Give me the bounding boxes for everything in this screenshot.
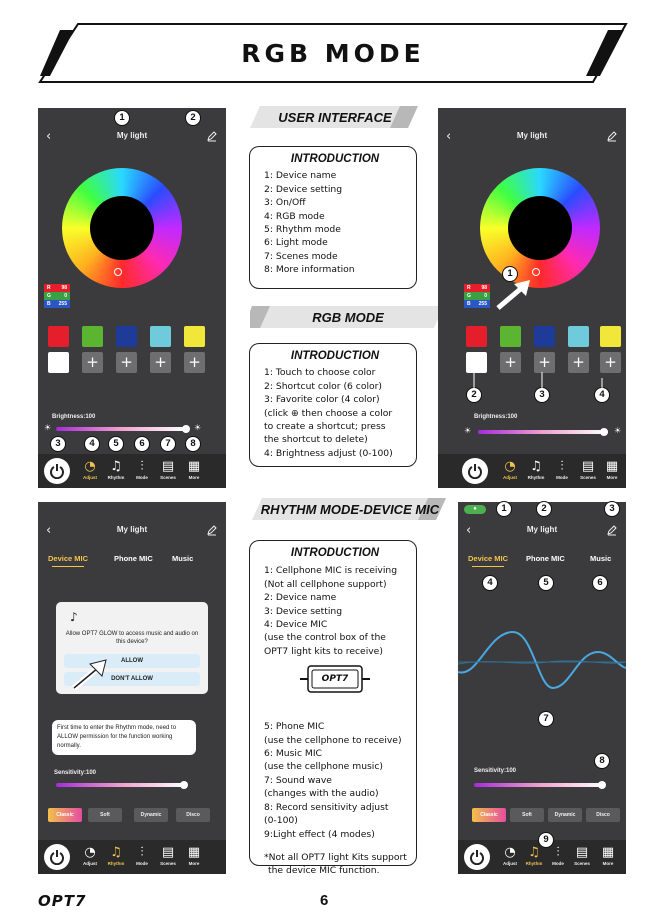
control-box-illustration — [300, 660, 370, 698]
intro-line: 8: Record sensitivity adjust — [264, 801, 389, 813]
nav-more[interactable] — [600, 459, 624, 480]
music-note-icon: ♫ — [530, 459, 542, 474]
tab-device-mic[interactable]: Device MIC — [468, 554, 509, 563]
callout-badge: 5 — [538, 575, 554, 591]
phone-screen-rhythm-permission — [38, 502, 226, 874]
sensitivity-slider-knob[interactable] — [598, 781, 606, 789]
grid-icon: ▦ — [187, 845, 201, 860]
title-banner — [38, 22, 628, 84]
color-wheel[interactable] — [62, 168, 182, 288]
permission-hint: First time to enter the Rhythm mode, need to ALLOW permission for the function working normally. — [52, 720, 196, 755]
sound-wave — [458, 622, 626, 702]
nav-rhythm[interactable] — [104, 459, 128, 480]
palette-icon: ◔ — [504, 845, 516, 860]
rgb-readout — [44, 284, 70, 308]
intro-line: 1: Cellphone MIC is receiving — [264, 565, 398, 577]
rgb-g-label: G — [47, 293, 51, 299]
intro-line: 2: Device setting — [264, 183, 343, 195]
intro-line: 5: Phone MIC — [264, 721, 325, 733]
mode-dynamic[interactable]: Dynamic — [134, 808, 168, 822]
nav-adjust[interactable] — [498, 459, 522, 480]
tab-music[interactable]: Music — [590, 554, 612, 563]
add-favorite-button[interactable]: + — [534, 352, 555, 373]
brightness-label: Brightness:100 — [474, 414, 518, 420]
nav-label: Adjust — [503, 475, 517, 480]
sensitivity-slider[interactable] — [56, 783, 186, 787]
mode-dynamic[interactable]: Dynamic — [548, 808, 582, 822]
power-icon — [467, 463, 483, 479]
grid-icon: ▦ — [187, 459, 201, 474]
color-wheel-center — [508, 196, 572, 260]
callout-leader-lines — [472, 372, 612, 392]
rgb-b-value: 255 — [58, 301, 67, 307]
music-note-icon: ♪ — [70, 610, 78, 624]
grid-icon: ▦ — [601, 845, 615, 860]
nav-label: More — [188, 861, 200, 866]
sliders-icon: ⫶ — [560, 459, 564, 474]
rgb-g-label: G — [467, 293, 471, 299]
intro-line: 3: Device setting — [264, 605, 343, 617]
tab-music[interactable]: Music — [172, 554, 194, 563]
allow-button[interactable]: ALLOW — [64, 654, 200, 668]
bottom-nav — [38, 454, 226, 488]
rgb-r-label: R — [47, 285, 51, 291]
sliders-icon: ⫶ — [140, 459, 144, 474]
nav-label: More — [188, 475, 200, 480]
callout-badge: 7 — [160, 436, 176, 452]
edit-icon[interactable] — [606, 130, 618, 142]
intro-line: 1: Device name — [264, 170, 337, 182]
intro-line: 6: Light mode — [264, 237, 328, 249]
nav-adjust[interactable] — [78, 459, 102, 480]
add-favorite-button[interactable]: + — [568, 352, 589, 373]
section-label-text: RHYTHM MODE-DEVICE MIC — [260, 501, 440, 517]
intro-footnote: the device MIC function. — [268, 865, 380, 877]
add-favorite-button[interactable]: + — [150, 352, 171, 373]
intro-line: 2: Shortcut color (6 color) — [264, 380, 383, 392]
power-icon — [49, 463, 65, 479]
nav-adjust[interactable] — [78, 845, 102, 866]
brightness-slider-knob[interactable] — [182, 425, 190, 433]
color-picker-knob[interactable] — [532, 268, 540, 276]
nav-label: Scenes — [574, 861, 590, 866]
page-number: 6 — [320, 892, 329, 909]
intro-line: the shortcut to delete) — [264, 434, 368, 446]
shortcut-color[interactable] — [82, 326, 103, 347]
callout-badge: 6 — [592, 575, 608, 591]
nav-label: Rhythm — [525, 861, 543, 866]
nav-mode[interactable] — [130, 845, 154, 866]
callout-badge: 8 — [594, 753, 610, 769]
section-rgb-mode — [250, 304, 446, 330]
shortcut-color[interactable] — [116, 326, 137, 347]
pointer-arrow — [494, 278, 534, 312]
nav-label: More — [602, 861, 614, 866]
power-button[interactable] — [464, 844, 490, 870]
brightness-high-icon: ☀ — [194, 423, 202, 432]
clapperboard-icon: ▤ — [581, 459, 595, 474]
section-label-text: RGB MODE — [312, 309, 384, 325]
device-name: My light — [116, 131, 148, 140]
callout-badge: 1 — [502, 266, 518, 282]
add-favorite-button[interactable]: + — [82, 352, 103, 373]
nav-mode[interactable] — [546, 845, 570, 866]
nav-scenes[interactable] — [156, 459, 180, 480]
sliders-icon: ⫶ — [140, 845, 144, 860]
brightness-high-icon: ☀ — [614, 426, 622, 435]
mode-classic[interactable]: Classic — [472, 808, 506, 822]
add-favorite-button[interactable]: + — [184, 352, 205, 373]
music-note-icon: ♫ — [110, 845, 122, 860]
callout-badge: 1 — [496, 501, 512, 517]
brightness-slider-knob[interactable] — [600, 428, 608, 436]
tab-phone-mic[interactable]: Phone MIC — [114, 554, 153, 563]
sensitivity-label: Sensitivity:100 — [54, 770, 97, 776]
nav-label: Mode — [136, 861, 148, 866]
brightness-slider[interactable] — [56, 427, 186, 431]
edit-icon[interactable] — [206, 524, 218, 536]
palette-icon: ◔ — [84, 459, 96, 474]
music-note-icon: ♫ — [110, 459, 122, 474]
brightness-low-icon: ☀ — [464, 426, 472, 435]
intro-line: (click ⊕ then choose a color — [264, 407, 393, 419]
add-favorite-button[interactable]: + — [116, 352, 137, 373]
callout-badge: 1 — [114, 110, 130, 126]
intro-line: 2: Device name — [264, 592, 337, 604]
app-header — [438, 130, 626, 144]
nav-label: Rhythm — [107, 475, 125, 480]
brightness-low-icon: ☀ — [44, 423, 52, 432]
nav-label: Scenes — [580, 475, 596, 480]
edit-icon[interactable] — [206, 130, 218, 142]
section-label-text: USER INTERFACE — [278, 109, 392, 125]
rgb-r-value: 98 — [61, 285, 67, 291]
back-icon[interactable]: ‹ — [446, 129, 452, 144]
intro-title: INTRODUCTION — [290, 350, 380, 362]
nav-more[interactable] — [182, 459, 206, 480]
nav-label: Rhythm — [527, 475, 545, 480]
intro-box-rgb — [249, 343, 417, 467]
clapperboard-icon: ▤ — [161, 845, 175, 860]
add-favorite-button[interactable]: + — [500, 352, 521, 373]
app-header — [38, 524, 226, 538]
intro-line: 7: Sound wave — [264, 774, 332, 786]
intro-line: 3: On/Off — [264, 197, 306, 209]
nav-label: Adjust — [503, 861, 517, 866]
shortcut-color[interactable] — [500, 326, 521, 347]
callout-badge: 3 — [50, 436, 66, 452]
callout-badge: 4 — [84, 436, 100, 452]
intro-line: (0-100) — [264, 815, 298, 827]
clapperboard-icon: ▤ — [575, 845, 589, 860]
music-note-icon: ♫ — [528, 845, 540, 860]
power-button[interactable] — [462, 458, 488, 484]
nav-rhythm[interactable] — [522, 845, 546, 866]
intro-line: 4: RGB mode — [264, 210, 325, 222]
nav-label: Adjust — [83, 475, 97, 480]
back-icon[interactable]: ‹ — [466, 523, 472, 538]
mode-disco[interactable]: Disco — [586, 808, 620, 822]
callout-badge: 7 — [538, 711, 554, 727]
intro-line: OPT7 light kits to receive) — [264, 645, 383, 657]
phone-screen-ui — [38, 108, 226, 488]
brightness-label: Brightness:100 — [52, 414, 96, 420]
rgb-b-label: B — [47, 301, 51, 307]
nav-label: Rhythm — [107, 861, 125, 866]
section-rhythm-mode — [252, 496, 448, 522]
mic-tabs — [458, 554, 626, 568]
intro-line: 9:Light effect (4 modes) — [264, 828, 375, 840]
shortcut-color[interactable] — [568, 326, 589, 347]
intro-line: (use the cellphone to receive) — [264, 734, 402, 746]
callout-badge: 6 — [134, 436, 150, 452]
edit-icon[interactable] — [606, 524, 618, 536]
palette-icon: ◔ — [84, 845, 96, 860]
grid-icon: ▦ — [605, 459, 619, 474]
mic-tabs — [38, 554, 226, 568]
nav-mode[interactable] — [550, 459, 574, 480]
power-button[interactable] — [44, 458, 70, 484]
color-wheel-center — [90, 196, 154, 260]
shortcut-color[interactable] — [184, 326, 205, 347]
power-icon — [469, 849, 485, 865]
section-user-interface — [250, 104, 420, 130]
shortcut-color[interactable] — [150, 326, 171, 347]
callout-badge: 2 — [185, 110, 201, 126]
sensitivity-slider-knob[interactable] — [180, 781, 188, 789]
add-favorite-button[interactable]: + — [600, 352, 621, 373]
phone-screen-rgb — [438, 108, 626, 488]
app-header — [38, 130, 226, 144]
mode-soft[interactable]: Soft — [510, 808, 544, 822]
intro-line: (use the cellphone music) — [264, 761, 383, 773]
shortcut-color[interactable] — [466, 352, 487, 373]
mode-soft[interactable]: Soft — [88, 808, 122, 822]
bottom-nav — [438, 454, 626, 488]
back-icon[interactable]: ‹ — [46, 523, 52, 538]
intro-line: 8: More information — [264, 264, 355, 276]
intro-line: (changes with the audio) — [264, 788, 379, 800]
intro-line: (use the control box of the — [264, 632, 386, 644]
rgb-b-value: 255 — [478, 301, 487, 307]
nav-scenes[interactable] — [156, 845, 180, 866]
permission-message: Allow OPT7 GLOW to access music and audio on this device? — [65, 631, 199, 645]
pointer-arrow — [70, 658, 110, 692]
nav-label: Mode — [552, 861, 564, 866]
nav-more[interactable] — [596, 845, 620, 866]
callout-badge: 2 — [536, 501, 552, 517]
nav-scenes[interactable] — [570, 845, 594, 866]
app-header — [458, 524, 626, 538]
intro-line: 4: Device MIC — [264, 619, 328, 631]
nav-label: More — [606, 475, 618, 480]
bottom-nav — [38, 840, 226, 874]
callout-badge: 5 — [108, 436, 124, 452]
nav-label: Mode — [136, 475, 148, 480]
nav-scenes[interactable] — [576, 459, 600, 480]
nav-more[interactable] — [182, 845, 206, 866]
rgb-b-label: B — [467, 301, 471, 307]
nav-label: Adjust — [83, 861, 97, 866]
shortcut-color[interactable] — [48, 326, 69, 347]
device-name: My light — [516, 131, 548, 140]
device-name: My light — [116, 525, 148, 534]
intro-line: to create a shortcut; press — [264, 421, 386, 433]
mode-classic[interactable]: Classic — [48, 808, 82, 822]
dont-allow-button[interactable]: DON'T ALLOW — [64, 672, 200, 686]
rgb-g-value: 0 — [484, 293, 487, 299]
rgb-g-value: 0 — [64, 293, 67, 299]
rgb-r-label: R — [467, 285, 471, 291]
callout-badge: 2 — [466, 387, 482, 403]
color-wheel[interactable] — [480, 168, 600, 288]
intro-line: 7: Scenes mode — [264, 250, 338, 262]
shortcut-color[interactable] — [600, 326, 621, 347]
phone-screen-rhythm — [458, 502, 626, 874]
nav-mode[interactable] — [130, 459, 154, 480]
intro-line: 6: Music MIC — [264, 748, 322, 760]
intro-line: 3: Favorite color (4 color) — [264, 394, 380, 406]
intro-line: 1: Touch to choose color — [264, 367, 376, 379]
nav-rhythm[interactable] — [524, 459, 548, 480]
nav-label: Mode — [556, 475, 568, 480]
nav-label: Scenes — [160, 475, 176, 480]
intro-title: INTRODUCTION — [290, 547, 380, 559]
shortcut-color[interactable] — [48, 352, 69, 373]
intro-line: 4: Brightness adjust (0-100) — [264, 447, 393, 459]
power-button[interactable] — [44, 844, 70, 870]
clapperboard-icon: ▤ — [161, 459, 175, 474]
control-box-label: OPT7 — [321, 674, 349, 684]
power-icon — [49, 849, 65, 865]
permission-dialog — [56, 602, 208, 694]
tab-device-mic[interactable]: Device MIC — [48, 554, 89, 563]
sensitivity-slider[interactable] — [474, 783, 604, 787]
nav-label: Scenes — [160, 861, 176, 866]
back-icon[interactable]: ‹ — [46, 129, 52, 144]
sliders-icon: ⫶ — [556, 845, 560, 860]
callout-badge: 9 — [538, 832, 554, 848]
page-title: RGB MODE — [241, 38, 425, 68]
callout-badge: 8 — [185, 436, 201, 452]
shortcut-color[interactable] — [534, 326, 555, 347]
callout-badge: 4 — [594, 387, 610, 403]
sensitivity-label: Sensitivity:100 — [474, 768, 517, 774]
callout-badge: 3 — [604, 501, 620, 517]
color-picker-knob[interactable] — [114, 268, 122, 276]
intro-footnote: *Not all OPT7 light Kits support — [264, 851, 407, 863]
intro-line: (Not all cellphone support) — [264, 578, 387, 590]
intro-box-ui — [249, 146, 417, 289]
rgb-readout — [464, 284, 490, 308]
callout-badge: 3 — [534, 387, 550, 403]
mic-receiving-indicator: ● — [464, 505, 486, 514]
nav-rhythm[interactable] — [104, 845, 128, 866]
palette-icon: ◔ — [504, 459, 516, 474]
nav-adjust[interactable] — [498, 845, 522, 866]
mode-disco[interactable]: Disco — [176, 808, 210, 822]
rgb-r-value: 98 — [481, 285, 487, 291]
intro-box-rhythm — [249, 540, 417, 877]
brightness-slider[interactable] — [478, 430, 608, 434]
tab-phone-mic[interactable]: Phone MIC — [526, 554, 565, 563]
intro-title: INTRODUCTION — [290, 153, 380, 165]
brand-logo: OPT7 — [38, 892, 87, 910]
device-name: My light — [526, 525, 558, 534]
shortcut-color[interactable] — [466, 326, 487, 347]
intro-line: 5: Rhythm mode — [264, 224, 341, 236]
callout-badge: 4 — [482, 575, 498, 591]
